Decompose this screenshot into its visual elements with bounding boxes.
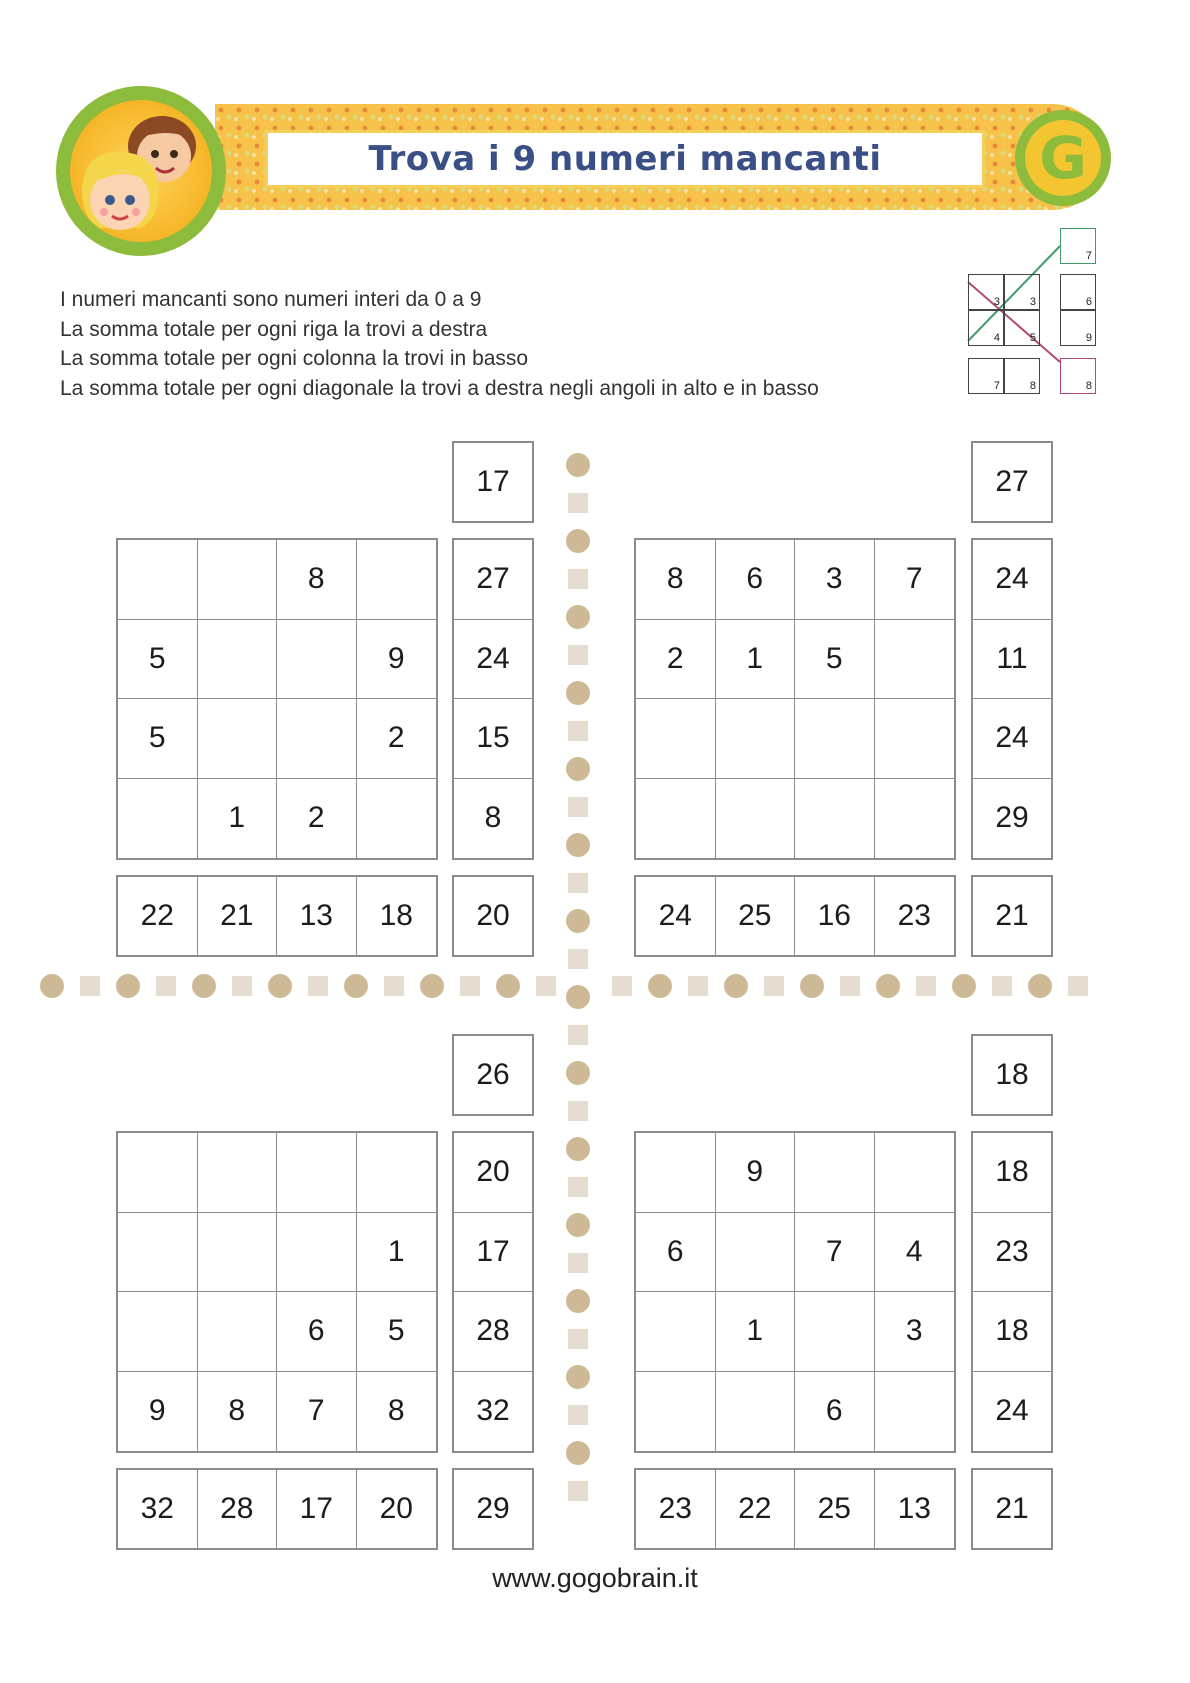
- divider-dot: [566, 1365, 590, 1389]
- divider-dot: [566, 453, 590, 477]
- divider-square: [536, 976, 556, 996]
- column-sums: [634, 875, 956, 957]
- title-box: [265, 130, 985, 188]
- column-sum: 13: [277, 877, 357, 955]
- grid-cell[interactable]: 1: [716, 620, 796, 700]
- grid-cell[interactable]: 5: [357, 1292, 437, 1372]
- grid-cell[interactable]: 9: [118, 1372, 198, 1452]
- column-sum: 22: [118, 877, 198, 955]
- grid-cell[interactable]: [118, 1133, 198, 1213]
- grid-cell[interactable]: [198, 699, 278, 779]
- grid-cell[interactable]: 9: [716, 1133, 796, 1213]
- grid-cell[interactable]: [198, 1133, 278, 1213]
- divider-dot: [566, 985, 590, 1009]
- grid-cell[interactable]: 6: [795, 1372, 875, 1452]
- divider-dot: [40, 974, 64, 998]
- row-sum: 28: [454, 1292, 532, 1372]
- divider-dot: [566, 1213, 590, 1237]
- row-sum: 24: [973, 540, 1051, 620]
- grid-cell[interactable]: 1: [716, 1292, 796, 1372]
- divider-square: [568, 721, 588, 741]
- divider-dot: [724, 974, 748, 998]
- divider-dot: [344, 974, 368, 998]
- grid-cell[interactable]: [118, 540, 198, 620]
- grid-cell[interactable]: 3: [795, 540, 875, 620]
- divider-square: [568, 493, 588, 513]
- grid-cell[interactable]: 6: [636, 1213, 716, 1293]
- grid-cell[interactable]: [716, 1213, 796, 1293]
- grid-cell[interactable]: [357, 779, 437, 859]
- row-sums: [452, 1131, 534, 1453]
- grid-cell[interactable]: 8: [198, 1372, 278, 1452]
- example-cell: 5: [1004, 310, 1040, 346]
- grid-cell[interactable]: 9: [357, 620, 437, 700]
- divider-square: [568, 645, 588, 665]
- grid-cell[interactable]: [357, 540, 437, 620]
- row-sums: [971, 1131, 1053, 1453]
- row-sum: 24: [454, 620, 532, 700]
- column-sums: [116, 1468, 438, 1550]
- divider-dot: [566, 605, 590, 629]
- divider-square: [568, 873, 588, 893]
- number-grid: [634, 1131, 956, 1453]
- grid-cell[interactable]: [716, 779, 796, 859]
- column-sum: 28: [198, 1470, 278, 1548]
- row-sum: 18: [973, 1292, 1051, 1372]
- grid-cell[interactable]: [118, 1292, 198, 1372]
- example-col-sum: 7: [968, 358, 1004, 394]
- row-sum: 17: [454, 1213, 532, 1293]
- grid-cell[interactable]: [636, 699, 716, 779]
- example-row-sum: 9: [1060, 310, 1096, 346]
- divider-square: [156, 976, 176, 996]
- grid-cell[interactable]: [716, 1372, 796, 1452]
- divider-dot: [566, 757, 590, 781]
- top-diagonal-sum: 26: [452, 1034, 534, 1116]
- grid-cell[interactable]: [875, 1372, 955, 1452]
- grid-cell[interactable]: [795, 1292, 875, 1372]
- grid-cell[interactable]: 2: [357, 699, 437, 779]
- grid-cell[interactable]: 5: [795, 620, 875, 700]
- divider-square: [568, 1405, 588, 1425]
- instruction-line: La somma totale per ogni riga la trovi a destra: [60, 317, 488, 341]
- divider-square: [1068, 976, 1088, 996]
- row-sum: 8: [484, 801, 502, 835]
- grid-cell[interactable]: [198, 1213, 278, 1293]
- top-diagonal-sum: 27: [971, 441, 1053, 523]
- grid-cell[interactable]: [875, 779, 955, 859]
- divider-dot: [192, 974, 216, 998]
- number-grid: [634, 538, 956, 860]
- grid-cell[interactable]: 5: [118, 699, 198, 779]
- row-sums: [452, 538, 534, 860]
- column-sum: 21: [198, 877, 278, 955]
- divider-dot: [566, 1289, 590, 1313]
- number-grid: [116, 538, 438, 860]
- example-top-diagonal: 7: [1060, 228, 1096, 264]
- column-sum: 16: [795, 877, 875, 955]
- instruction-line: La somma totale per ogni colonna la trovi in basso: [60, 347, 529, 370]
- grid-cell[interactable]: 1: [357, 1213, 437, 1293]
- row-sum: 11: [973, 620, 1051, 700]
- top-diagonal-sum: 18: [971, 1034, 1053, 1116]
- divider-square: [840, 976, 860, 996]
- divider-dot: [566, 1137, 590, 1161]
- kids-illustration: [70, 100, 212, 242]
- grid-cell[interactable]: 7: [875, 540, 955, 620]
- grid-cell[interactable]: [198, 1292, 278, 1372]
- divider-dot: [420, 974, 444, 998]
- column-sum: 24: [636, 877, 716, 955]
- column-sum: 23: [897, 899, 931, 932]
- row-sum: 15: [454, 699, 532, 779]
- example-cell: 3: [968, 274, 1004, 310]
- grid-cell[interactable]: [277, 699, 357, 779]
- divider-dot: [566, 529, 590, 553]
- divider-dot: [952, 974, 976, 998]
- row-sums: [971, 538, 1053, 860]
- row-sum: 18: [973, 1133, 1051, 1213]
- row-sum: 24: [995, 1394, 1029, 1428]
- example-col-sum: 8: [1004, 358, 1040, 394]
- divider-dot: [566, 833, 590, 857]
- instruction-line: I numeri mancanti sono numeri interi da 0 a 9: [60, 288, 482, 311]
- grid-cell[interactable]: [636, 779, 716, 859]
- grid-cell[interactable]: [636, 1372, 716, 1452]
- kids-icon: [70, 100, 212, 242]
- divider-square: [568, 1025, 588, 1045]
- grid-cell[interactable]: [795, 1133, 875, 1213]
- column-sums: [116, 875, 438, 957]
- instructions: [60, 285, 819, 403]
- example-diagram: [960, 226, 1110, 401]
- divider-dot: [566, 909, 590, 933]
- grid-cell[interactable]: 5: [118, 620, 198, 700]
- divider-dot: [566, 1441, 590, 1465]
- divider-square: [764, 976, 784, 996]
- grid-cell[interactable]: 8: [636, 540, 716, 620]
- example-bottom-diagonal: 8: [1060, 358, 1096, 394]
- grid-cell[interactable]: 8: [277, 540, 357, 620]
- grid-cell[interactable]: [118, 779, 198, 859]
- grid-cell[interactable]: [795, 699, 875, 779]
- divider-dot: [800, 974, 824, 998]
- divider-dot: [116, 974, 140, 998]
- grid-cell[interactable]: 6: [716, 540, 796, 620]
- divider-square: [992, 976, 1012, 996]
- grid-cell[interactable]: [716, 699, 796, 779]
- brand-logo: [1015, 110, 1111, 206]
- grid-cell[interactable]: 2: [277, 779, 357, 859]
- grid-cell[interactable]: [277, 620, 357, 700]
- divider-square: [916, 976, 936, 996]
- grid-cell[interactable]: 7: [795, 1213, 875, 1293]
- grid-cell[interactable]: [277, 1133, 357, 1213]
- bottom-diagonal-sum: 20: [452, 875, 534, 957]
- divider-square: [568, 1329, 588, 1349]
- divider-dot: [648, 974, 672, 998]
- divider-dot: [268, 974, 292, 998]
- divider-square: [568, 1481, 588, 1501]
- grid-cell[interactable]: 3: [875, 1292, 955, 1372]
- column-sums: [634, 1468, 956, 1550]
- divider-dot: [566, 681, 590, 705]
- divider-square: [568, 569, 588, 589]
- row-sum: 27: [454, 540, 532, 620]
- top-diagonal-sum: 17: [452, 441, 534, 523]
- row-sum: 23: [973, 1213, 1051, 1293]
- grid-cell[interactable]: 6: [277, 1292, 357, 1372]
- grid-cell[interactable]: 4: [875, 1213, 955, 1293]
- divider-dot: [496, 974, 520, 998]
- row-sum: 32: [476, 1394, 510, 1428]
- row-sum: 24: [973, 699, 1051, 779]
- example-cell: 4: [968, 310, 1004, 346]
- column-sum: 25: [716, 877, 796, 955]
- example-cell: 3: [1004, 274, 1040, 310]
- divider-square: [568, 949, 588, 969]
- grid-cell[interactable]: [875, 620, 955, 700]
- divider-dot: [1028, 974, 1052, 998]
- example-row-sum: 6: [1060, 274, 1096, 310]
- grid-cell[interactable]: [795, 779, 875, 859]
- bottom-diagonal-sum: 21: [971, 875, 1053, 957]
- grid-cell[interactable]: [636, 1292, 716, 1372]
- row-sum: 20: [454, 1133, 532, 1213]
- row-sum: 29: [995, 801, 1029, 835]
- divider-square: [80, 976, 100, 996]
- instruction-line: La somma totale per ogni diagonale la trovi a destra negli angoli in alto e in basso: [60, 376, 819, 400]
- grid-cell[interactable]: 2: [636, 620, 716, 700]
- grid-cell[interactable]: [875, 699, 955, 779]
- number-grid: [116, 1131, 438, 1453]
- grid-cell[interactable]: 8: [387, 1394, 405, 1428]
- footer-url[interactable]: www.gogobrain.it: [492, 1563, 698, 1593]
- divider-square: [460, 976, 480, 996]
- column-sum: 25: [795, 1470, 875, 1548]
- column-sum: 32: [118, 1470, 198, 1548]
- column-sum: 13: [897, 1492, 931, 1525]
- column-sum: 17: [277, 1470, 357, 1548]
- grid-cell[interactable]: 7: [277, 1372, 357, 1452]
- divider-square: [568, 1101, 588, 1121]
- column-sum: 23: [636, 1470, 716, 1548]
- column-sum: 22: [716, 1470, 796, 1548]
- divider-dot: [876, 974, 900, 998]
- bottom-diagonal-sum: 29: [452, 1468, 534, 1550]
- divider-square: [308, 976, 328, 996]
- divider-square: [568, 1177, 588, 1197]
- grid-cell[interactable]: [357, 1133, 437, 1213]
- divider-square: [384, 976, 404, 996]
- grid-cell[interactable]: 1: [198, 779, 278, 859]
- divider-square: [232, 976, 252, 996]
- column-sum: 18: [379, 899, 413, 932]
- grid-cell[interactable]: [636, 1133, 716, 1213]
- bottom-diagonal-sum: 21: [971, 1468, 1053, 1550]
- divider-square: [568, 1253, 588, 1273]
- grid-cell[interactable]: [118, 1213, 198, 1293]
- divider-square: [688, 976, 708, 996]
- grid-cell[interactable]: [198, 620, 278, 700]
- page-title: Trova i 9 numeri mancanti: [368, 139, 882, 179]
- grid-cell[interactable]: [198, 540, 278, 620]
- divider-dot: [566, 1061, 590, 1085]
- column-sum: 20: [379, 1492, 413, 1525]
- divider-square: [568, 797, 588, 817]
- grid-cell[interactable]: [277, 1213, 357, 1293]
- brand-logo-letter: G: [1025, 120, 1101, 196]
- grid-cell[interactable]: [875, 1133, 955, 1213]
- divider-square: [612, 976, 632, 996]
